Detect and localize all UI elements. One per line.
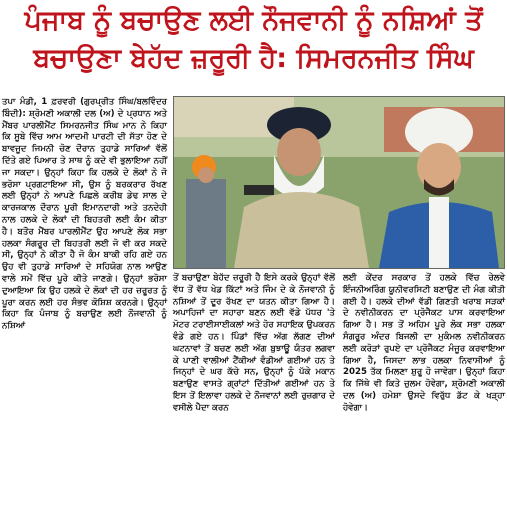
article-column-3 — [343, 273, 505, 415]
article-column-2 — [173, 273, 335, 415]
article-text-column-2: ਤੋਂ ਬਚਾਉਣਾ ਬੇਹੱਦ ਜ਼ਰੂਰੀ ਹੈ ਇਸੇ ਕਰਕੇ ਉਨ੍ਹਾਂ ਵੱਲੋਂ ਵੱਧ ਤੋਂ ਵੱਧ ਖੇਡ ਕਿੱਟਾਂ ਅਤੇ ਜਿੰਮ ਦੇ ਕੇ ਨੌਜਵਾਨੀ ਨੂੰ ਨਸ਼ਿਆਂ ਤੋਂ ਦੂਰ ਰੱਖਣ ਦਾ ਯਤਨ ਕੀਤਾ ਗਿਆ ਹੈ। ਅਪਾਹਿਜਾਂ ਦਾ ਸਹਾਰਾ ਬਣਨ ਲਈ ਵੱਡੇ ਪੱਧਰ 'ਤੇ ਮੋਟਰ ਟਰਾਈਸਾਈਕਲਾਂ ਅਤੇ ਹੋਰ ਸਹਾਇਕ ਉਪਕਰਨ ਵੰਡੇ ਗਏ ਹਨ। ਪਿੰਡਾਂ ਵਿੱਚ ਅੱਗ ਲੱਗਣ ਦੀਆਂ ਘਟਨਾਵਾਂ ਤੋਂ ਬਚਣ ਲਈ ਅੱਗ ਬੁਝਾਊ ਯੰਤਰ ਲਗਵਾ ਕੇ ਪਾਣੀ ਵਾਲੀਆਂ ਟੈਂਕੀਆਂ ਵੰਡੀਆਂ ਗਈਆਂ ਹਨ ਤੇ ਜਿਨ੍ਹਾਂ ਦੇ ਘਰ ਕੱਚੇ ਸਨ, ਉਨ੍ਹਾਂ ਨੂੰ ਪੱਕੇ ਮਕਾਨ ਬਣਾਉਣ ਵਾਸਤੇ ਗ੍ਰਾਂਟਾਂ ਦਿੱਤੀਆਂ ਗਈਆਂ ਹਨ ਤੇ ਇਸ ਤੋਂ ਇਲਾਵਾ ਹਲਕੇ ਦੇ ਨੌਜਵਾਨਾਂ ਲਈ ਰੁਜ਼ਗਾਰ ਦੇ ਵਸੀਲੇ ਪੈਦਾ ਕਰਨ — [173, 273, 335, 413]
article-text-column-1: ਤਪਾ ਮੰਡੀ, 1 ਫ਼ਰਵਰੀ (ਗੁਰਪ੍ਰੀਤ ਸਿੰਘ/ਬਲਵਿੰਦਰ ਬਿੰਦੀ): ਸ਼੍ਰੋਮਣੀ ਅਕਾਲੀ ਦਲ (ਅ) ਦੇ ਪ੍ਰਧਾਨ ਅਤੇ ਮੈਂਬਰ ਪਾਰਲੀਮੈਂਟ ਸਿਮਰਨਜੀਤ ਸਿੰਘ ਮਾਨ ਨੇ ਕਿਹਾ ਕਿ ਸੂਬੇ ਵਿੱਚ ਆਮ ਆਦਮੀ ਪਾਰਟੀ ਦੀ ਸੱਤਾ ਹੋਣ ਦੇ ਬਾਵਜੂਦ ਜਿਮਨੀ ਚੋਣ ਦੌਰਾਨ ਤੁਹਾਡੇ ਸਾਰਿਆਂ ਵੱਲੋਂ ਦਿੱਤੇ ਗਏ ਪਿਆਰ ਤੇ ਸਾਥ ਨੂੰ ਕਦੇ ਵੀ ਭੁਲਾਇਆ ਨਹੀਂ ਜਾ ਸਕਦਾ। ਉਨ੍ਹਾਂ ਕਿਹਾ ਕਿ ਹਲਕੇ ਦੇ ਲੋਕਾਂ ਨੇ ਜੋ ਭਰੋਸਾ ਪ੍ਰਗਟਾਇਆ ਸੀ, ਉਸ ਨੂੰ ਬਰਕਰਾਰ ਰੱਖਣ ਲਈ ਉਨ੍ਹਾਂ ਨੇ ਆਪਣੇ ਪਿਛਲੇ ਕਰੀਬ ਡੇਢ ਸਾਲ ਦੇ ਕਾਰਜਕਾਲ ਦੌਰਾਨ ਪੂਰੀ ਇਮਾਨਦਾਰੀ ਅਤੇ ਤਨਦੇਹੀ ਨਾਲ ਹਲਕੇ ਦੇ ਲੋਕਾਂ ਦੀ ਬਿਹਤਰੀ ਲਈ ਕੰਮ ਕੀਤਾ ਹੈ। ਬਤੌਰ ਮੈਂਬਰ ਪਾਰਲੀਮੈਂਟ ਉਹ ਆਪਣੇ ਲੋਕ ਸਭਾ ਹਲਕਾ ਸੰਗਰੂਰ ਦੀ ਬਿਹਤਰੀ ਲਈ ਜੋ ਵੀ ਕਰ ਸਕਦੇ ਸੀ, ਉਨ੍ਹਾਂ ਨੇ ਕੀਤਾ ਹੈ ਜੋ ਕੰਮ ਬਾਕੀ ਰਹਿ ਗਏ ਹਨ ਉਹ ਵੀ ਤੁਹਾਡੇ ਸਾਰਿਆਂ ਦੇ ਸਹਿਯੋਗ ਨਾਲ ਆਉਣ ਵਾਲੇ ਸਮੇਂ ਵਿੱਚ ਪੂਰੇ ਕੀਤੇ ਜਾਣਗੇ। ਉਨ੍ਹਾਂ ਭਰੋਸਾ ਦੁਆਇਆ ਕਿ ਉਹ ਹਲਕੇ ਦੇ ਲੋਕਾਂ ਦੀ ਹਰ ਜ਼ਰੂਰਤ ਨੂੰ ਪੂਰਾ ਕਰਨ ਲਈ ਹਰ ਸੰਭਵ ਕੋਸ਼ਿਸ਼ ਕਰਨਗੇ। ਉਨ੍ਹਾਂ ਕਿਹਾ ਕਿ ਪੰਜਾਬ ਨੂੰ ਬਚਾਉਣ ਲਈ ਨੌਜਵਾਨੀ ਨੂੰ ਨਸ਼ਿਆਂ — [2, 97, 167, 332]
headline-line-2: ਬਚਾਉਣਾ ਬੇਹੱਦ ਜ਼ਰੂਰੀ ਹੈ: ਸਿਮਰਨਜੀਤ ਸਿੰਘ — [33, 43, 474, 74]
headline-line-1: ਪੰਜਾਬ ਨੂੰ ਬਚਾਉਣ ਲਈ ਨੌਜਵਾਨੀ ਨੂੰ ਨਸ਼ਿਆਂ ਤੋਂ — [24, 5, 483, 36]
news-photo — [173, 96, 505, 269]
article-column-1 — [2, 97, 167, 333]
article-text-column-3: ਲਈ ਕੇਂਦਰ ਸਰਕਾਰ ਤੋਂ ਹਲਕੇ ਵਿੱਚ ਰੇਲਵੇ ਇੰਜਨੀਅਰਿੰਗ ਯੂਨੀਵਰਸਿਟੀ ਬਣਾਉਣ ਦੀ ਮੰਗ ਕੀਤੀ ਗਈ ਹੈ। ਹਲਕੇ ਦੀਆਂ ਵੱਡੀ ਗਿਣਤੀ ਖਰਾਬ ਸੜਕਾਂ ਦੇ ਨਵੀਨੀਕਰਨ ਦਾ ਪ੍ਰੋਜੈਕਟ ਪਾਸ ਕਰਵਾਇਆ ਗਿਆ ਹੈ। ਸਭ ਤੋਂ ਅਹਿਮ ਪੂਰੇ ਲੋਕ ਸਭਾ ਹਲਕਾ ਸੰਗਰੂਰ ਅੰਦਰ ਬਿਜਲੀ ਦਾ ਮੁਕੰਮਲ ਨਵੀਨੀਕਰਨ ਲਈ ਕਰੋੜਾਂ ਰੁਪਏ ਦਾ ਪ੍ਰੋਜੈਕਟ ਮੰਜੂਰ ਕਰਵਾਇਆ ਗਿਆ ਹੈ, ਜਿਸਦਾ ਲਾਭ ਹਲਕਾ ਨਿਵਾਸੀਆਂ ਨੂੰ 2025 ਤੱਕ ਮਿਲਣਾ ਸ਼ੁਰੂ ਹੋ ਜਾਵੇਗਾ। ਉਨ੍ਹਾਂ ਕਿਹਾ ਕਿ ਜਿੱਥੇ ਵੀ ਕਿਤੇ ਜ਼ੁਲਮ ਹੋਵੇਗਾ, ਸ਼੍ਰੋਮਣੀ ਅਕਾਲੀ ਦਲ (ਅ) ਹਮੇਸ਼ਾ ਉਸਦੇ ਵਿਰੁੱਧ ਡੱਟ ਕੇ ਖੜ੍ਹਾ ਹੋਵੇਗਾ। — [343, 273, 505, 413]
headline — [2, 2, 505, 78]
news-photo-illustration — [174, 97, 504, 268]
